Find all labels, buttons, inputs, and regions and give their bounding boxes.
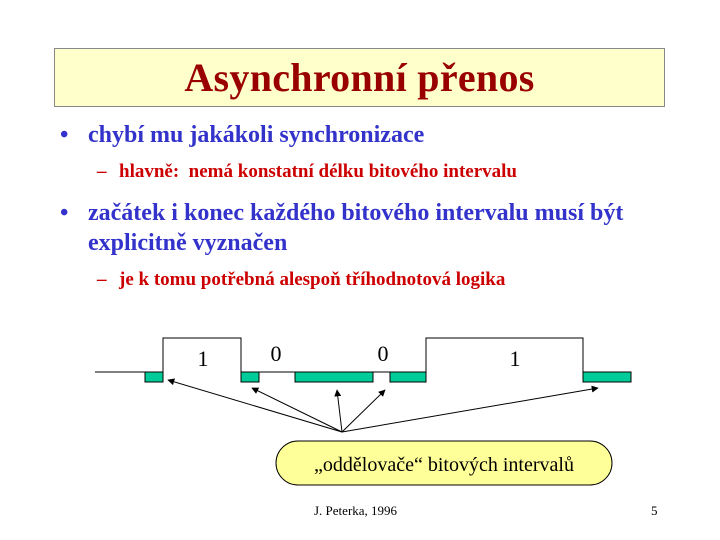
sub-bullet-text: je k tomu potřebná alespoň tříhodnotová logika [119,269,506,290]
pointer-arrow [168,380,342,432]
separator-mark [583,372,631,382]
separator-mark [145,372,163,382]
bit-label: 0 [270,341,282,366]
separator-mark [295,372,373,382]
separator-mark [390,372,426,382]
page-number: 5 [651,503,658,518]
bit-label: 0 [377,341,389,366]
bullet-marker: • [60,200,69,226]
pointer-arrow [337,390,342,432]
sub-bullet-text: hlavně: nemá konstatní délku bitového intervalu [119,161,517,182]
callout-text: „oddělovače“ bitových intervalů [314,453,574,476]
pointer-arrows [168,380,598,432]
bullet-text: začátek i konec každého bitového intervalu musí být explicitně vyznačen [88,200,624,256]
bullet-marker: • [60,122,69,148]
bullet-text: chybí mu jakákoli synchronizace [88,122,425,148]
slide-title: Asynchronní přenos [184,55,535,100]
sub-bullet-marker: – [97,161,107,182]
pointer-arrow [252,388,342,432]
separator-mark [241,372,259,382]
sub-bullet-marker: – [97,269,107,290]
bit-label: 1 [197,346,209,371]
bit-label: 1 [509,346,521,371]
separator-marks [145,372,631,382]
footer-author: J. Peterka, 1996 [314,503,398,518]
